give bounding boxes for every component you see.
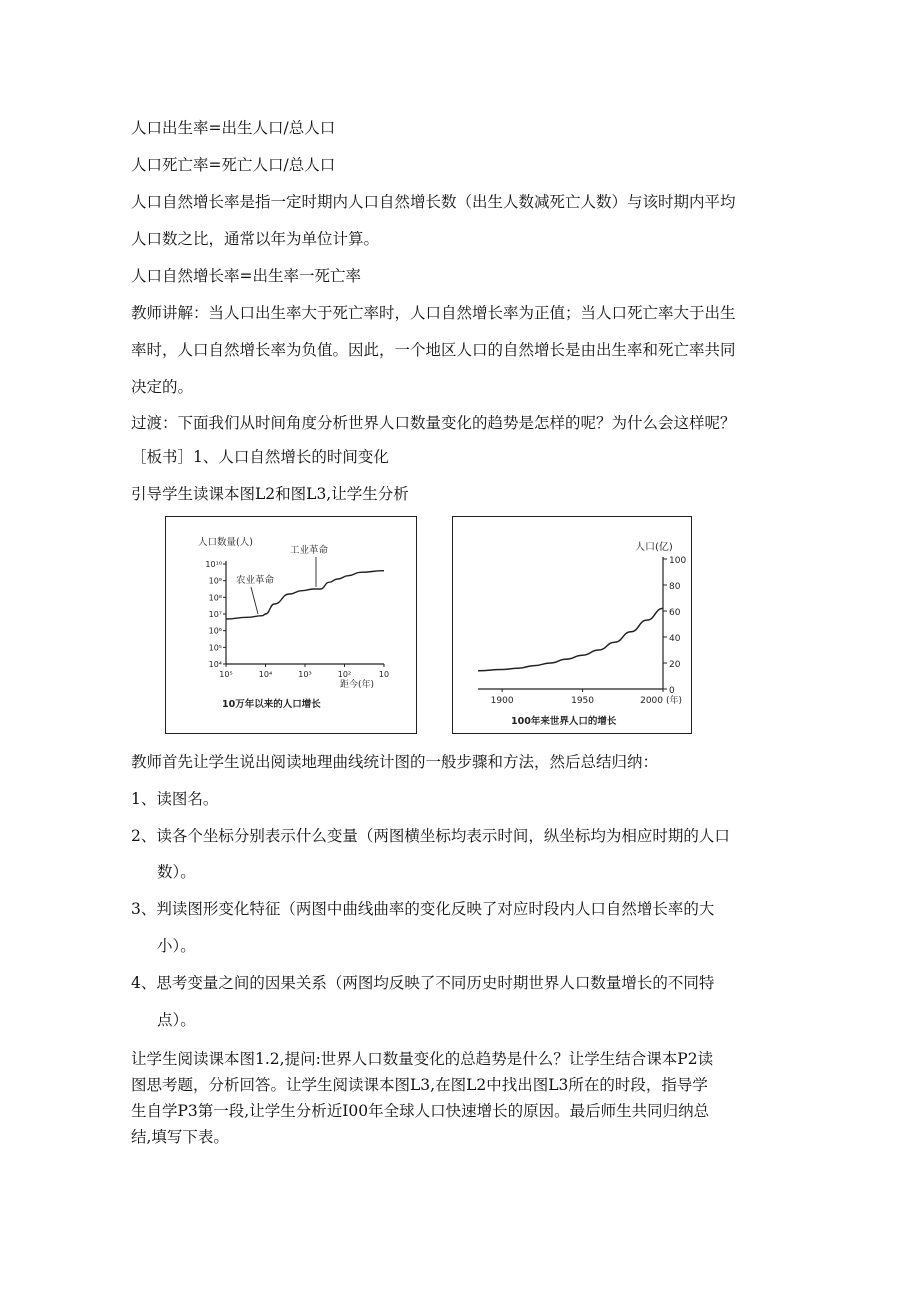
step-3-line-1: 3、判读图形变化特征（两图中曲线曲率的变化反映了对应时段内人口自然增长率的大	[131, 900, 715, 918]
paragraph-reading-task-1: 让学生阅读课本图1.2,提问:世界人口数量变化的总趋势是什么？让学生结合课本P2读	[131, 1050, 714, 1068]
paragraph-natural-growth-formula: 人口自然增长率=出生率一死亡率	[131, 267, 361, 285]
chart1-y-tick-label: 10⁷	[208, 610, 222, 619]
chart2-ylabel: 人口(亿)	[635, 542, 673, 553]
chart1-annotation-agri-arrow	[251, 587, 258, 614]
chart2-series-line	[478, 608, 663, 670]
chart1-y-tick-label: 10⁶	[208, 626, 222, 636]
step-1: 1、读图名。	[131, 790, 219, 808]
chart1-y-tick-label: 10⁵	[208, 643, 222, 653]
chart1-y-tick-label: 10⁹	[208, 576, 222, 586]
paragraph-teacher-explain-3: 决定的。	[131, 378, 194, 396]
chart1-xlabel: 距今(年)	[340, 680, 375, 690]
paragraph-birth-rate: 人口出生率=出生人口/总人口	[131, 119, 336, 137]
chart1-x-tick-label: 10²	[337, 670, 352, 679]
paragraph-natural-growth-def-2: 人口数之比，通常以年为单位计算。	[131, 230, 380, 248]
chart1-ylabel: 人口数量(人)	[198, 537, 253, 548]
chart1-y-tick-label: 10¹⁰	[205, 560, 222, 569]
paragraph-reading-task-4: 结,填写下表。	[131, 1128, 229, 1146]
paragraph-teacher-steps-intro: 教师首先让学生说出阅读地理曲线统计图的一般步骤和方法，然后总结归纳：	[131, 753, 659, 771]
step-3-line-2: 小）。	[157, 937, 196, 955]
chart2-y-tick-label: 40	[669, 634, 681, 644]
figure-100-years-population	[452, 516, 692, 734]
chart1-annotation-industrial: 工业革命	[290, 545, 329, 556]
step-2-line-2: 数）。	[157, 863, 196, 881]
paragraph-teacher-explain-1: 教师讲解：当人口出生率大于死亡率时，人口自然增长率为正值；当人口死亡率大于出生	[131, 304, 736, 322]
chart2-x-tick-label: 1950	[571, 696, 595, 706]
step-4-line-1: 4、思考变量之间的因果关系（两图均反映了不同历史时期世界人口数量增长的不同特	[131, 974, 715, 992]
chart1-x-tick-label: 10	[378, 670, 390, 679]
step-4-line-2: 点）。	[157, 1011, 196, 1029]
chart1-title: 10万年以来的人口增长	[222, 699, 321, 710]
chart2-y-tick-label: 80	[669, 582, 681, 592]
paragraph-transition: 过渡：下面我们从时间角度分析世界人口数量变化的趋势是怎样的呢？为什么会这样呢？	[131, 414, 736, 432]
paragraph-reading-task-3: 生自学P3第一段,让学生分析近I00年全球人口快速增长的原因。最后师生共同归纳总	[131, 1102, 710, 1120]
chart1-x-tick-label: 10³	[298, 670, 312, 679]
chart-100-years	[453, 517, 690, 732]
chart1-x-tick-label: 10⁵	[219, 670, 233, 679]
chart2-x-tick-label: 2000	[640, 696, 663, 706]
chart2-xlabel: (年)	[666, 696, 683, 706]
paragraph-natural-growth-def-1: 人口自然增长率是指一定时期内人口自然增长数（出生人数减死亡人数）与该时期内平均	[131, 193, 736, 211]
chart2-title: 100年来世界人口的增长	[511, 716, 617, 727]
chart1-annotation-agri: 农业革命	[236, 575, 275, 586]
step-2-line-1: 2、读各个坐标分别表示什么变量（两图横坐标均表示时间，纵坐标均为相应时期的人口	[131, 827, 730, 845]
chart2-x-tick-label: 1900	[490, 696, 514, 706]
chart1-y-tick-label: 10⁸	[208, 593, 222, 603]
chart2-y-tick-label: 100	[669, 556, 687, 566]
paragraph-death-rate: 人口死亡率=死亡人口/总人口	[131, 156, 336, 174]
paragraph-guide-reading: 引导学生读课本图L2和图L3,让学生分析	[131, 485, 409, 503]
chart2-y-tick-label: 60	[669, 608, 681, 618]
paragraph-reading-task-2: 图思考题，分析回答。让学生阅读课本图L3,在图L2中找出图L3所在的时段，指导学	[131, 1076, 708, 1094]
figure-100k-years-population	[165, 516, 417, 734]
chart2-y-tick-label: 0	[669, 686, 675, 696]
chart2-y-tick-label: 20	[669, 660, 681, 670]
chart1-x-tick-label: 10⁴	[258, 670, 273, 679]
chart-100k-years	[166, 517, 415, 732]
chart1-y-tick-label: 10⁴	[208, 660, 222, 669]
paragraph-board-note: ［板书］1、人口自然增长的时间变化	[131, 448, 389, 466]
paragraph-teacher-explain-2: 率时，人口自然增长率为负值。因此，一个地区人口的自然增长是由出生率和死亡率共同	[131, 341, 736, 359]
